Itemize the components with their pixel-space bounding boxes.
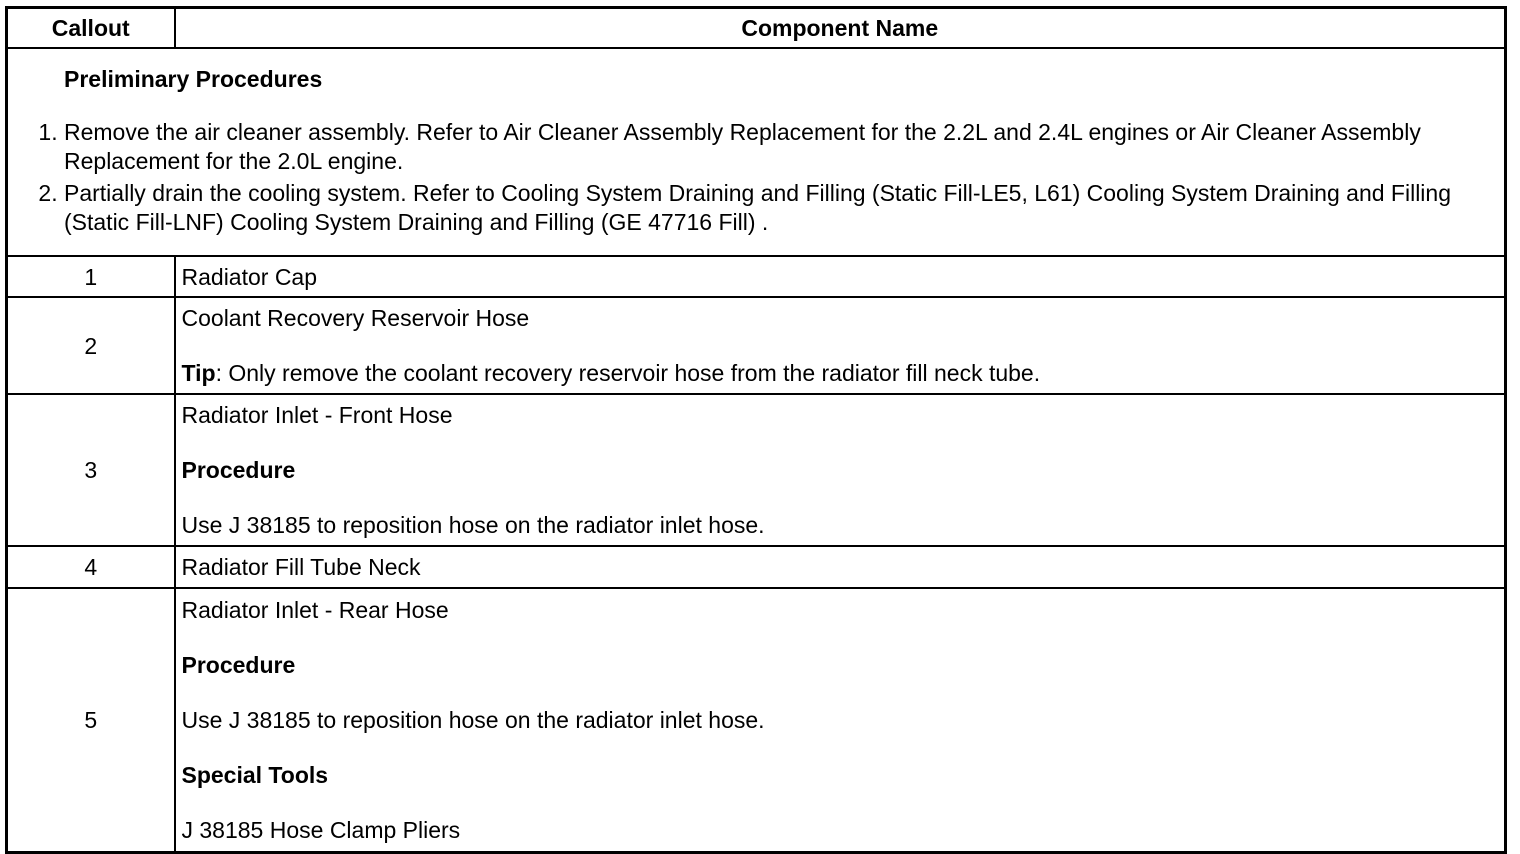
procedure-text: Use J 38185 to reposition hose on the radiator inlet hose. [181,512,765,538]
component-name [175,394,1506,546]
header-component-name: Component Name [175,8,1506,49]
preliminary-step: 1. Remove the air cleaner assembly. Refer to Air Cleaner Assembly Replacement for the 2.2L and 2.4L engines or Air Cleaner Assembly Replacement for the 2.0L engine. [64,118,1496,176]
tip-note [182,359,1499,387]
tip-label: Tip [181,360,216,386]
component-title: Radiator Cap [181,263,318,290]
procedure-text: Use J 38185 to reposition hose on the radiator inlet hose. [181,707,765,733]
preliminary-step: 2. Partially drain the cooling system. Refer to Cooling System Draining and Filling (Static Fill-LE5, L61) Cooling System Draining and Filling (Static Fill-LNF) Cooling System Draining and Filling (GE 47716 Fill) . [64,179,1496,237]
callout-table [5,6,1507,854]
component-name [175,256,1506,297]
tip-text: : Only remove the coolant recovery reservoir hose from the radiator fill neck tube. [215,360,1041,386]
callout-number: 4 [7,546,175,588]
callout-number: 5 [7,588,175,853]
special-tools-heading: Special Tools [181,762,329,788]
component-title: Radiator Inlet - Front Hose [181,402,453,428]
preliminary-procedures-cell [7,48,1506,256]
callout-number: 2 [7,297,175,394]
component-name [175,588,1506,853]
table-header-row [7,8,1506,49]
preliminary-steps-list [26,118,1496,237]
procedure-heading: Procedure [181,457,296,483]
component-title: Radiator Fill Tube Neck [181,554,421,580]
table-row [7,297,1506,394]
callout-number: 3 [7,394,175,546]
table-row [7,256,1506,297]
callout-number: 1 [7,256,175,297]
header-callout: Callout [7,8,175,49]
preliminary-procedures-row [7,48,1506,256]
component-name [175,297,1506,394]
special-tools-text: J 38185 Hose Clamp Pliers [181,817,461,843]
table-row [7,588,1506,853]
component-title: Radiator Inlet - Rear Hose [181,597,449,623]
procedure-heading: Procedure [181,652,296,678]
table-row [7,546,1506,588]
component-title: Coolant Recovery Reservoir Hose [181,305,530,331]
component-name [175,546,1506,588]
preliminary-procedures-title: Preliminary Procedures [64,65,323,92]
table-row [7,394,1506,546]
